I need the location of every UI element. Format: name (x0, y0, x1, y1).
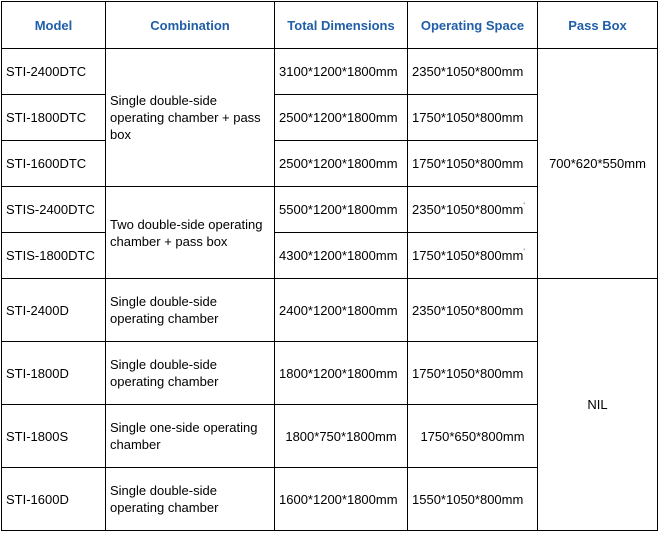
specifications-table (1, 1, 658, 531)
total-dimensions-cell: 2500*1200*1800mm (275, 141, 408, 187)
model-cell: STI-1800D (2, 342, 106, 405)
model-cell: STI-1600DTC (2, 141, 106, 187)
total-dimensions-cell: 2500*1200*1800mm (275, 95, 408, 141)
footnote-mark: ' (523, 247, 525, 257)
table-row (2, 49, 658, 95)
operating-space-cell: 1750*650*800mm (408, 405, 538, 468)
footnote-mark: ' (523, 201, 525, 211)
combination-cell: Single double-side operating chamber (106, 279, 275, 342)
combination-cell: Single double-side operating chamber (106, 468, 275, 531)
model-cell: STI-2400D (2, 279, 106, 342)
combination-cell: Single double-side operating chamber (106, 342, 275, 405)
total-dimensions-cell: 4300*1200*1800mm (275, 233, 408, 279)
model-cell: STI-1600D (2, 468, 106, 531)
operating-space-value: 2350*1050*800mm (412, 202, 524, 217)
operating-space-cell (408, 233, 538, 279)
operating-space-cell (408, 187, 538, 233)
operating-space-cell: 1750*1050*800mm (408, 141, 538, 187)
operating-space-value: 1750*1050*800mm (412, 248, 524, 263)
header-combination: Combination (106, 2, 275, 49)
header-operating-space: Operating Space (408, 2, 538, 49)
total-dimensions-cell: 3100*1200*1800mm (275, 49, 408, 95)
operating-space-cell: 1750*1050*800mm (408, 342, 538, 405)
operating-space-cell: 2350*1050*800mm (408, 279, 538, 342)
model-cell: STI-2400DTC (2, 49, 106, 95)
model-cell: STI-1800DTC (2, 95, 106, 141)
model-cell: STIS-2400DTC (2, 187, 106, 233)
operating-space-cell: 1750*1050*800mm (408, 95, 538, 141)
operating-space-cell: 2350*1050*800mm (408, 49, 538, 95)
pass-box-cell: NIL (538, 279, 658, 531)
table-row (2, 279, 658, 342)
header-row (2, 2, 658, 49)
header-pass-box: Pass Box (538, 2, 658, 49)
header-total-dimensions: Total Dimensions (275, 2, 408, 49)
total-dimensions-cell: 5500*1200*1800mm (275, 187, 408, 233)
combination-cell: Single double-side operating chamber + pass box (106, 49, 275, 187)
total-dimensions-cell: 1600*1200*1800mm (275, 468, 408, 531)
total-dimensions-cell: 2400*1200*1800mm (275, 279, 408, 342)
model-cell: STIS-1800DTC (2, 233, 106, 279)
operating-space-cell: 1550*1050*800mm (408, 468, 538, 531)
combination-cell: Two double-side operating chamber + pass box (106, 187, 275, 279)
combination-cell: Single one-side operating chamber (106, 405, 275, 468)
pass-box-cell: 700*620*550mm (538, 49, 658, 279)
header-model: Model (2, 2, 106, 49)
model-cell: STI-1800S (2, 405, 106, 468)
total-dimensions-cell: 1800*750*1800mm (275, 405, 408, 468)
total-dimensions-cell: 1800*1200*1800mm (275, 342, 408, 405)
